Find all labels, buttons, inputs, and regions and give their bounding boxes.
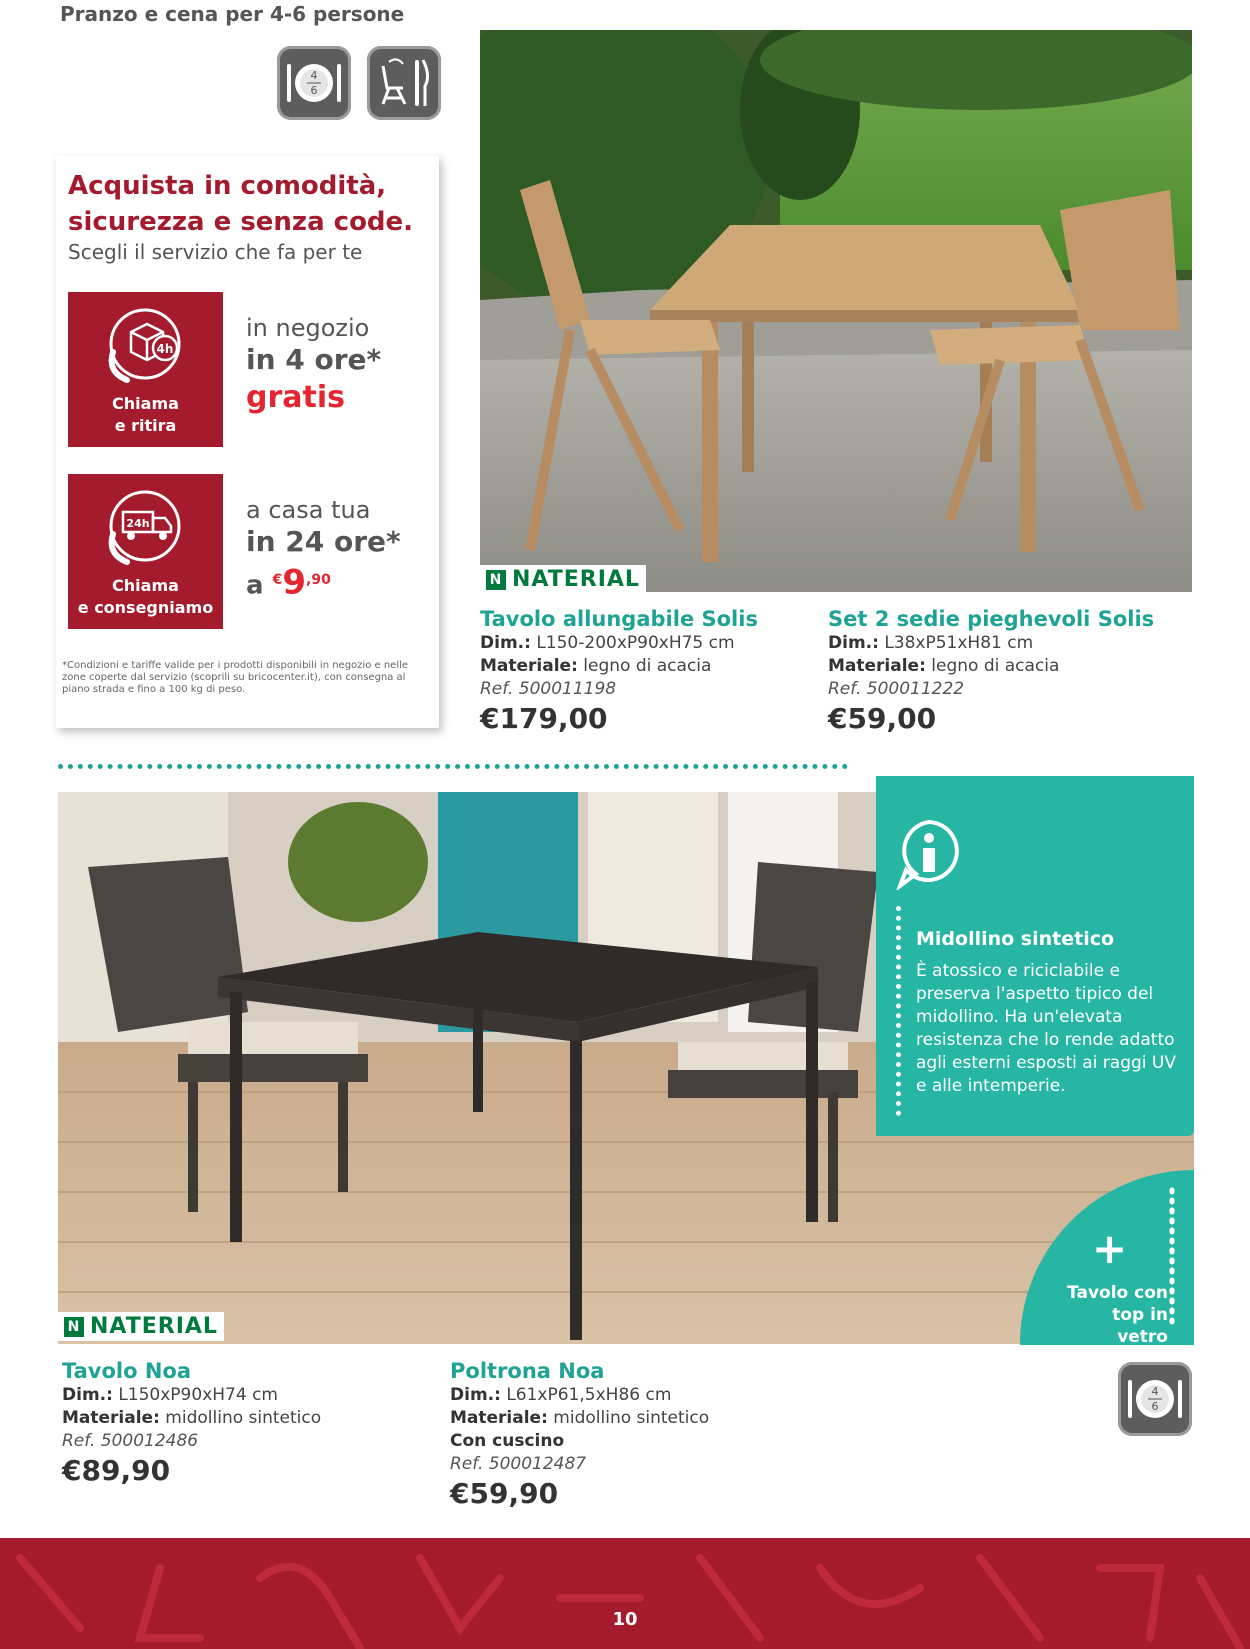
svg-text:6: 6 (1151, 1400, 1159, 1413)
info-body: È atossico e riciclabile e preserva l'aspetto tipico del midollino. Ha un'elevata resistenza che lo rende adatto agli esterni esposti ai raggi UV e alle intemperie. (916, 961, 1176, 1096)
tools-pattern (0, 1538, 1250, 1649)
price: €59,00 (828, 702, 937, 735)
price: €59,90 (450, 1477, 559, 1510)
service-promo-card (56, 156, 439, 728)
info-title: Midollino sintetico (916, 928, 1115, 950)
call-and-deliver-box[interactable] (68, 474, 223, 629)
glass-top-badge (1020, 1170, 1194, 1345)
svg-text:4: 4 (1151, 1385, 1159, 1398)
info-icon (896, 818, 962, 890)
naterial-brand-logo: N NATERIAL (480, 565, 646, 594)
call-and-deliver-label: Chiama e consegniamo (77, 576, 214, 617)
plus-icon: + (1092, 1224, 1128, 1273)
product-tavolo-noa: Tavolo Noa Dim.: L150xP90xH74 cm Materiale: midollino sintetico Ref. 500012486 €89,90 (62, 1359, 322, 1487)
svg-text:6: 6 (310, 84, 318, 97)
promo-subtitle: Scegli il servizio che fa per te (68, 240, 363, 264)
call-and-collect-label: Chiama e ritira (112, 394, 179, 435)
price: €179,00 (480, 702, 608, 735)
plate-4-6-persons-icon (277, 46, 351, 120)
phone-truck-24h-icon (93, 484, 198, 574)
naterial-leaf-icon: N (486, 570, 506, 590)
svg-text:4: 4 (310, 69, 318, 82)
naterial-brand-logo: N NATERIAL (58, 1312, 224, 1341)
home-delivery-offer: a casa tua in 24 ore* a $^€9^{,90}$ (246, 496, 401, 603)
price: €89,90 (62, 1454, 171, 1487)
section-divider (58, 764, 848, 769)
call-and-collect-box[interactable] (68, 292, 223, 447)
page-number: 10 (612, 1609, 638, 1630)
folding-chair-cutlery-icon (367, 46, 441, 120)
svg-text:4h: 4h (156, 342, 174, 356)
naterial-leaf-icon: N (64, 1317, 84, 1337)
product-poltrona-noa: Poltrona Noa Dim.: L61xP61,5xH86 cm Materiale: midollino sintetico Con cuscino Ref. 500012487 €59,90 (450, 1359, 710, 1510)
promo-title: Acquista in comodità, sicurezza e senza code. (68, 171, 414, 237)
in-store-offer: in negozio in 4 ore* gratis (246, 314, 382, 415)
page-title: Pranzo e cena per 4-6 persone (60, 2, 405, 26)
glass-top-label: Tavolo con top in vetro (1067, 1283, 1168, 1347)
terms-note: *Condizioni e tariffe valide per i prodotti disponibili in negozio e nelle zone coperte dal servizio (scoprili su bricocenter.it), con consegna al piano strada e fino a 100 kg di peso. (62, 660, 409, 695)
product-sedie-solis: Set 2 sedie pieghevoli Solis Dim.: L38xP51xH81 cm Materiale: legno di acacia Ref. 500011222 €59,00 (828, 607, 1155, 735)
product-tavolo-solis: Tavolo allungabile Solis Dim.: L150-200xP90xH75 cm Materiale: legno di acacia Ref. 500011198 €179,00 (480, 607, 758, 735)
info-dotted-rule (896, 906, 901, 1116)
info-panel-midollino (876, 776, 1194, 1136)
footer-band (0, 1538, 1250, 1649)
svg-text:24h: 24h (126, 517, 150, 530)
phone-package-4h-icon (93, 302, 198, 392)
plate-4-6-persons-icon (1118, 1362, 1192, 1436)
solis-product-photo (480, 30, 1192, 592)
